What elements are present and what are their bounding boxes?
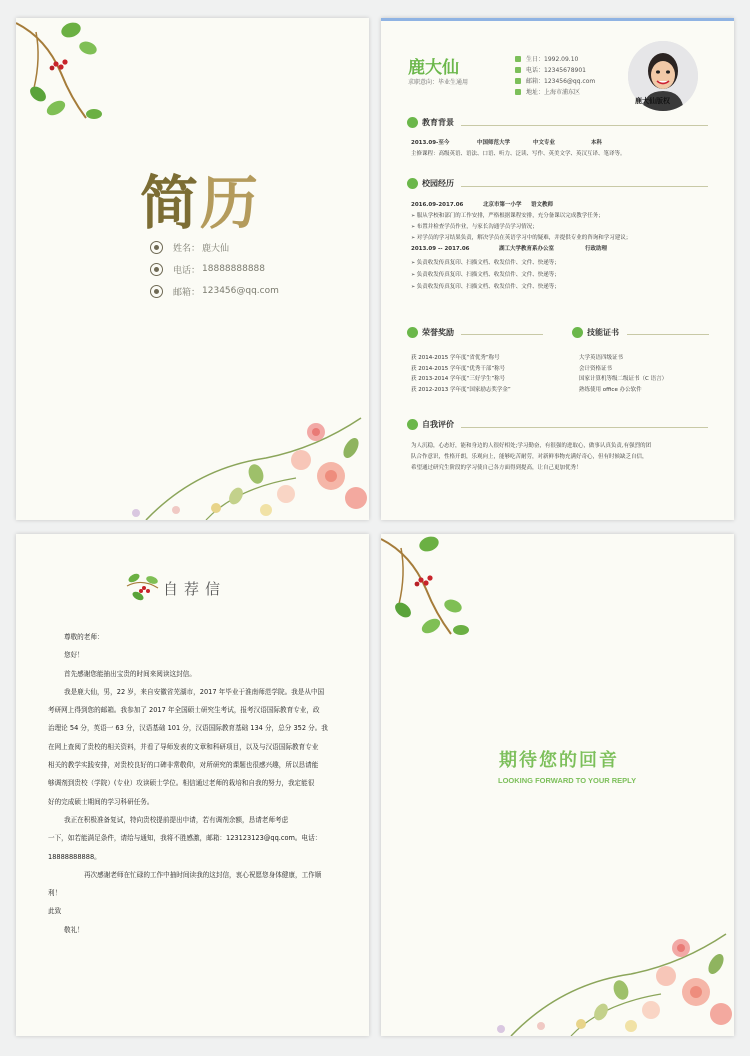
cover-title-char-1: 简 bbox=[140, 169, 201, 237]
cover-title bbox=[140, 156, 260, 240]
campus-1-item: ➢ 布置并检查学员作业，与家长沟通学员学习情况； bbox=[411, 223, 538, 232]
campus-2-item: ➢ 负责收发传真复印、扫描文档、收发信件、文件、快递等； bbox=[411, 259, 560, 268]
cover-name-label: 姓名： bbox=[173, 243, 201, 254]
heart-icon bbox=[407, 419, 418, 430]
letter-greeting: 您好！ bbox=[64, 651, 84, 660]
edu-school: 中国师范大学 bbox=[477, 140, 511, 146]
self-eval-text bbox=[411, 441, 651, 474]
self-eval-line: 为人沉稳，心态好，能和身边的人很好相处;学习勤奋，有很强的进取心，做事认真负责,有强烈的团 bbox=[411, 443, 652, 449]
letter-line: 一下，如若能满足条件，请给与通知，我将不胜感激，邮箱：123123123@qq.com。电话： bbox=[48, 834, 322, 843]
letter-line: 18888888888。 bbox=[48, 852, 101, 861]
contact-email bbox=[515, 75, 595, 86]
cover-title-char-2: 历 bbox=[200, 169, 261, 237]
edu-period: 2013.09-至今 bbox=[411, 140, 450, 146]
section-campus-title: 校园经历 bbox=[422, 179, 454, 188]
graduation-cap-icon bbox=[407, 117, 418, 128]
skills-list bbox=[579, 353, 667, 395]
flower-bouquet-decoration bbox=[481, 914, 734, 1036]
thanks-subtitle: LOOKING FORWARD TO YOUR REPLY bbox=[498, 776, 637, 785]
campus-2-period: 2013.09 -- 2017.06 bbox=[411, 246, 470, 252]
letter-line: 考研网上得到您的邮箱。我参加了 2017 年全国硕士研究生考试，报考汉语国际教育专业，政 bbox=[48, 706, 320, 715]
cover-email-value: 123456@qq.com bbox=[202, 286, 279, 296]
letter-line: 相关的教学实践安排，对贵校良好的口碑非常敬仰，对所研究的课题也很感兴趣，所以恳请能 bbox=[48, 761, 319, 770]
divider bbox=[461, 427, 708, 428]
person-icon bbox=[407, 178, 418, 189]
campus-2-item: ➢ 负责收发传真复印、扫描文档、收发信件、文件、快递等； bbox=[411, 271, 560, 280]
campus-row-1 bbox=[411, 201, 553, 210]
skill-item: 熟练使用 office 办公软件 bbox=[579, 386, 642, 393]
skill-item: 国家计算机等级二级证书（C 语言） bbox=[579, 376, 668, 382]
honor-item: 获 2013-2014 学年度“三好学生”称号 bbox=[411, 376, 506, 382]
trophy-icon bbox=[407, 327, 418, 338]
honors-list bbox=[411, 353, 511, 395]
letter-line: 我是鹿大仙，男，22 岁，来自安徽省芜湖市，2017 年毕业于淮南师范学院。我是从中国 bbox=[64, 687, 325, 696]
skill-item: 会计资格证书 bbox=[579, 365, 613, 372]
contact-birthday bbox=[515, 53, 595, 64]
branch-berries-decoration bbox=[381, 534, 471, 644]
divider bbox=[461, 334, 543, 335]
campus-row-2 bbox=[411, 245, 607, 254]
cover-name-row bbox=[150, 236, 279, 258]
section-education-title: 教育背景 bbox=[422, 118, 454, 127]
photo-caption: 鹿大仙版权 bbox=[635, 97, 670, 105]
cover-phone-label: 电话： bbox=[173, 265, 201, 276]
letter-salutation: 尊敬的老师： bbox=[64, 633, 104, 641]
divider bbox=[461, 125, 708, 126]
divider bbox=[627, 334, 709, 335]
cover-email-row bbox=[150, 280, 279, 302]
campus-2-org: 湖工大学教育系办公室 bbox=[499, 246, 555, 252]
certificate-icon bbox=[572, 327, 583, 338]
self-eval-line: 希望通过研究生阶段的学习使自己各方面得到提高，让自己更加优秀！ bbox=[411, 465, 582, 471]
resume-contact bbox=[515, 53, 595, 97]
campus-1-role: 语文教师 bbox=[531, 202, 554, 208]
campus-1-period: 2016.09-2017.06 bbox=[411, 202, 464, 208]
letter-line: 在网上查阅了贵校的相关资料，并看了导师发表的文章和科研项目，以及与汉语国际教育专业 bbox=[48, 742, 319, 751]
self-eval-line: 队合作意识，性格开朗，乐观向上，能够吃苦耐劳，对新鲜事物充满好奇心，但有时候缺乏自信， bbox=[411, 454, 648, 460]
edu-courses: 主修课程：高级英语、语法、口语、听力、泛读、写作、英美文学、英汉互译、笔译等。 bbox=[411, 151, 626, 157]
cover-name-value: 鹿大仙 bbox=[202, 243, 230, 254]
section-skills bbox=[572, 327, 619, 338]
calendar-icon bbox=[515, 56, 521, 62]
closing-page bbox=[381, 534, 734, 1036]
honor-item: 获 2012-2013 学年度“国家励志奖学金” bbox=[411, 386, 511, 393]
section-skills-title: 技能证书 bbox=[587, 328, 619, 337]
resume-page bbox=[381, 18, 734, 520]
mail-icon bbox=[150, 285, 163, 298]
section-campus bbox=[407, 178, 454, 189]
campus-1-item: ➢ 对学员的学习结果负责，解决学员在英语学习中的疑难，并提供专业的咨询和学习建议； bbox=[411, 234, 631, 243]
section-honors-title: 荣誉奖励 bbox=[422, 328, 454, 337]
cover-info bbox=[150, 236, 279, 302]
letter-line: 再次感谢老师在忙碌的工作中抽时间读我的这封信，衷心祝愿您身体健康，工作顺 bbox=[84, 870, 322, 879]
skill-item: 大学英语四级证书 bbox=[579, 355, 624, 361]
contact-email-text: 邮箱：123456@qq.com bbox=[526, 78, 596, 85]
contact-birthday-text: 生日：1992.09.10 bbox=[526, 56, 579, 63]
letter-line: 利！ bbox=[48, 889, 62, 898]
cover-phone-row bbox=[150, 258, 279, 280]
berry-sprig-icon bbox=[122, 566, 162, 606]
user-icon bbox=[150, 241, 163, 254]
phone-icon bbox=[515, 67, 521, 73]
section-self-eval bbox=[407, 419, 454, 430]
honor-item: 获 2014-2015 学年度“省优秀”称号 bbox=[411, 355, 500, 361]
letter-line: 我正在积极准备复试，特向贵校提前提出申请，若有调剂余额，恳请老师考虑 bbox=[64, 815, 289, 824]
letter-line: 治理论 54 分，英语一 63 分，汉语基础 101 分，汉语国际教育基础 134 分，总分 352 分。我 bbox=[48, 724, 328, 733]
phone-icon bbox=[150, 263, 163, 276]
flower-bouquet-decoration bbox=[116, 398, 369, 520]
contact-address-text: 地址：上海市浦东区 bbox=[526, 89, 581, 96]
cover-phone-value: 18888888888 bbox=[202, 264, 266, 274]
letter-line: 首先感谢您能抽出宝贵的时间来阅读这封信。 bbox=[64, 669, 196, 678]
campus-2-item: ➢ 负责收发传真复印、扫描文档、收发信件、文件、快递等； bbox=[411, 283, 560, 292]
cover-letter-page bbox=[16, 534, 369, 1036]
edu-major: 中文专业 bbox=[533, 140, 556, 146]
branch-berries-decoration bbox=[16, 18, 106, 128]
resume-intent: 求职意向：毕业生通用 bbox=[408, 79, 469, 86]
campus-1-item: ➢ 服从学校和部门的工作安排，严格根据课程安排，充分备课以完成教学任务； bbox=[411, 212, 604, 221]
section-self-title: 自我评价 bbox=[422, 420, 454, 429]
honor-item: 获 2014-2015 学年度“优秀干部”称号 bbox=[411, 365, 506, 372]
cover-email-label: 邮箱： bbox=[173, 287, 201, 298]
contact-address bbox=[515, 86, 595, 97]
cover-page bbox=[16, 18, 369, 520]
location-icon bbox=[515, 89, 521, 95]
resume-name: 鹿大仙 bbox=[408, 58, 459, 78]
campus-1-org: 北京市第一小学 bbox=[483, 202, 522, 208]
letter-title: 自荐信 bbox=[163, 580, 227, 598]
contact-phone bbox=[515, 64, 595, 75]
letter-closing: 此致 bbox=[48, 907, 62, 916]
mail-icon bbox=[515, 78, 521, 84]
letter-body bbox=[48, 628, 344, 939]
contact-phone-text: 电话：12345678901 bbox=[526, 67, 586, 74]
letter-regards: 敬礼！ bbox=[64, 925, 84, 934]
edu-degree: 本科 bbox=[591, 140, 603, 146]
section-education bbox=[407, 117, 454, 128]
letter-line: 好的完成硕士期间的学习科研任务。 bbox=[48, 797, 154, 806]
section-honors bbox=[407, 327, 454, 338]
thanks-title: 期待您的回音 bbox=[499, 750, 619, 771]
campus-2-role: 行政助理 bbox=[585, 246, 608, 252]
education-row bbox=[411, 139, 602, 148]
letter-line: 够调剂到贵校（学院）(专业）攻读硕士学位。相信通过老师的栽培和自我的努力，我定能很 bbox=[48, 779, 315, 788]
divider bbox=[461, 186, 708, 187]
